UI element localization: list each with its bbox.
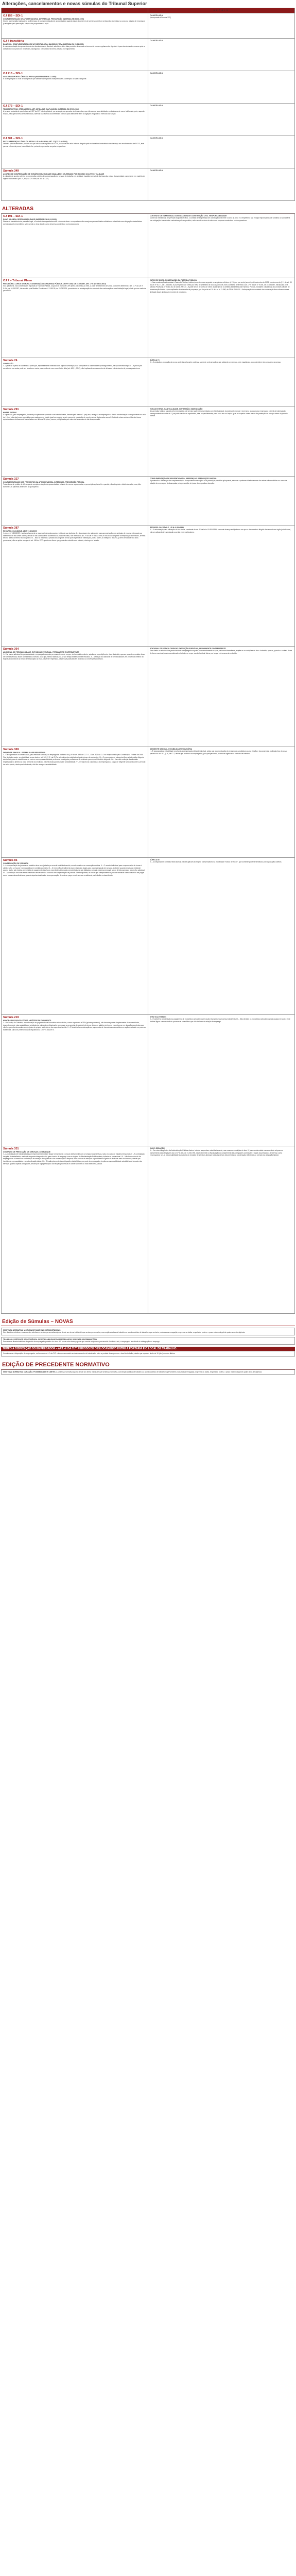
row-new-title: COMPLEMENTAÇÃO DE APOSENTADORIA. DIFERENÇAS. PRESCRIÇÃO PARCIAL: [150, 477, 217, 480]
table-header: [2, 8, 295, 13]
document-page: [1, 0, 295, 1375]
row-subtitle: RECURSO. FAC-SÍMILE. LEI Nº 9.800/1999: [3, 530, 37, 532]
row-text: I – Aplica-se a pena de confissão à parte que, expressamente intimada com aquela cominação, não comparecer à audiência em prosseguimento, na qual deveria depor. II – A prova pré-constituída nos autos pode ser levada em conta para confronto com a confissão ficta (art. 400, I, CPC), não implicando cerceamento de defesa o indeferimento de provas posteriores.: [3, 365, 143, 369]
row-title: Súmula 369: [3, 748, 19, 751]
row-title: OJ 301 – SDI-1: [3, 137, 23, 140]
new-sumula-title: TRABALHO. PORTADOR DE DEFICIÊNCIA. RESPONSABILIDADE DO EMPREGADOR. DISPENSA DISCRIMINATÓRIA: [3, 1338, 97, 1341]
altered-row: [2, 525, 295, 646]
row-subtitle: CONFISSÃO: [3, 362, 13, 365]
row-new-text: A pretensão a diferenças de complementação de aposentadoria sujeita-se à prescrição parcial e quinquenal, salvo se o pretenso direito decorrer de verbas não recebidas no curso da relação de emprego e já alcançadas pela prescrição, à época da propositura da ação.: [150, 480, 287, 484]
row-text: I – Faz jus ao adicional de periculosidade o empregado exposto permanentemente ou que, de forma intermitente, sujeita-se a condições de risco. Indevido, apenas, quando o contato dá-se de forma eventual, assim considerado o fortuito, ou o que, sendo habitual, dá-se por tempo extremamente reduzido. II – A fixação do adicional de periculosidade, em percentual inferior ao legal e proporcional ao tempo de exposição ao risco, deve ser respeitada, desde que pactuada em acordos ou convenções coletivos.: [3, 653, 145, 660]
altered-row: [2, 646, 295, 747]
row-subtitle: COMPLEMENTAÇÃO DOS PROVENTOS DA APOSENTADORIA. DIFERENÇA. PRESCRIÇÃO PARCIAL: [3, 481, 84, 483]
new-sumula-text: Nos dissídios coletivos e nos acordos coletivos, a sentença normativa vigora, desde seu termo inicial até que sentença normativa, convenção coletiva de trabalho ou acordo coletivo de trabalho superveniente produza sua revogação, expressa ou tácita, respeitado, porém, o prazo máximo legal de quatro anos de vigência.: [3, 1331, 246, 1334]
row-subtitle: ACORDO DE COMPENSAÇÃO DE HORÁRIO EM ATIVIDADE INSALUBRE, CELEBRADO POR ACORDO COLETIVO. VALIDADE: [3, 173, 105, 175]
altered-row: [2, 857, 295, 1014]
altered-row: [2, 406, 295, 476]
row-title: Súmula 219: [3, 1015, 19, 1019]
row-subtitle: DONO DA OBRA. RESPONSABILIDADE (INSERIDA EM 08.11.2000): [3, 218, 57, 221]
row-title: OJ 215 – SDI-1: [3, 72, 23, 75]
cancel-row: [2, 13, 295, 38]
row-new-title: JUROS DE MORA. CONDENAÇÃO DA FAZENDA PÚBLICA: [150, 279, 197, 281]
row-new-title: CONTRATO DE EMPREITADA. DONO DA OBRA DE CONSTRUÇÃO CIVIL. RESPONSABILIDADE: [150, 214, 227, 217]
new-sumulas-list: [1, 1328, 295, 1345]
altered-table: [1, 213, 295, 1314]
new-sumula-title: SENTENÇA NORMATIVA. VIGÊNCIA DE SUAS UNIP. CIRCUNSTÂNCIAS: [3, 1329, 61, 1331]
row-title: Súmula 331: [3, 1147, 19, 1150]
new-extra-text: Considera-se à disposição do empregador, na forma do art. 4º da CLT, o tempo necessário ao deslocamento do trabalhador entre a portaria da empresa e o local de trabalho, desde que supere o limite de 10 (dez) minutos diários.: [1, 1351, 295, 1357]
page-title: Alterações, cancelamentos e novas súmulas do Tribunal Superior: [2, 1, 147, 6]
altered-row: [2, 747, 295, 857]
altered-row: [2, 213, 295, 278]
row-subtitle: COMPLEMENTAÇÃO DE APOSENTADORIA. DIFERENÇAS. PRESCRIÇÃO (INSERIDA EM 26.03.1999): [3, 18, 84, 20]
row-title: OJ 191 – SDI-1: [3, 214, 23, 218]
row-new-text: V – As disposições contidas nesta súmula não se aplicam ao regime compensatório na modalidade "banco de horas", que somente pode ser instituído por negociação coletiva.: [150, 861, 282, 863]
row-status: CANCELADA: [150, 168, 163, 172]
altered-row: [2, 278, 295, 358]
row-text: A complementação de aposentadoria dos funcionários do Banrisul, admitidos até a data prevista, observará os termos da norma regulamentar vigente à época da admissão, mesmo após a adesão ao novo plano de benefícios, assegurado o recálculo na forma prevista no regulamento.: [3, 45, 145, 50]
row-subtitle: DIRIGENTE SINDICAL. ESTABILIDADE PROVISÓRIA: [3, 751, 46, 754]
altered-row: [2, 1014, 295, 1146]
row-text: Ocorre a prescrição total quanto a diferenças de complementação de aposentadoria quando estas decorrerem de pretenso direito a verbas não recebidas no curso da relação de emprego e já atingidas pela prescrição, à época da propositura da ação.: [3, 20, 146, 25]
row-title: Súmula 349: [3, 169, 19, 173]
row-new-text: IV – A autorização para utilização do fac-símile, constante do art. 1º da Lei nº 9.800/1999, somente alcança as hipóteses em que o documento é dirigido diretamente ao órgão jurisdicional, não se aplicando à transmissão ocorrida entre particulares.: [150, 529, 291, 533]
row-text: Tratando-se de pedido de diferença de complementação de aposentadoria oriunda de norma regulamentar, a prescrição aplicável é a parcial, não atingindo o direito de ação, mas, tão-somente, as parcelas anteriores ao quinquênio.: [3, 483, 142, 488]
row-subtitle: VALE-TRANSPORTE. ÔNUS DA PROVA (INSERIDA EM 08.11.2000): [3, 75, 57, 78]
row-new-text: I – É assegurada a estabilidade provisória ao empregado dirigente sindical, ainda que a comunicação do registro da candidatura ou da eleição e da posse seja realizada fora do prazo previsto no art. 543, § 5º, da CLT, desde que a ciência ao empregador, por qualquer meio, ocorra na vigência do contrato de trabalho.: [150, 750, 287, 755]
row-text: Diante da inexistência de previsão legal, o contrato de empreitada entre o dono da obra e o empreiteiro não enseja responsabilidade solidária ou subsidiária nas obrigações trabalhistas contraídas pelo empreiteiro, salvo sendo o dono da obra uma empresa construtora ou incorporadora.: [3, 221, 142, 225]
row-new-text: A supressão total ou parcial, pelo empregador, de serviço suplementar prestado com habitualidade, durante pelo menos 1 (um) ano, assegura ao empregado o direito à indenização correspondente ao valor de 1 (um) mês das horas suprimidas, total ou parcialmente, para cada ano ou fração igual ou superior a seis meses de prestação de serviço acima da jornada normal.: [150, 410, 288, 417]
altered-row: [2, 476, 295, 525]
row-title: Súmula 327: [3, 477, 19, 481]
row-status: CANCELADA: [150, 104, 163, 107]
row-subtitle: CONTRATO DE PRESTAÇÃO DE SERVIÇOS. LEGALIDADE: [3, 1150, 50, 1153]
row-text: A supressão, pelo empregador, do serviço suplementar prestado com habitualidade, durante pelo menos 1 (um) ano, assegura ao empregado o direito à indenização correspondente ao valor de 1 (um) mês das horas suprimidas para cada ano ou fração igual ou superior a seis meses de prestação de serviço acima da jornada normal. O cálculo observará a média das horas suplementares efetivamente trabalhadas nos últimos 12 (doze) meses, multiplicada pelo valor da hora extra do dia da supressão.: [3, 414, 146, 421]
row-subtitle: FGTS. DIFERENÇAS. ÔNUS DA PROVA. LEI Nº 8.036/90, ART. 17 (DJ 11.08.2003): [3, 140, 67, 143]
row-subtitle: HORAS EXTRAS: [3, 411, 17, 414]
row-new-text: Diante da inexistência de previsão legal específica, o contrato de empreitada de construção civil entre o dono da obra e o empreiteiro não enseja responsabilidade solidária ou subsidiária nas obrigações trabalhistas contraídas pelo empreiteiro, salvo sendo o dono da obra uma empresa construtora ou incorporadora.: [150, 217, 290, 222]
altered-row: [2, 1146, 295, 1313]
row-title: OJ 7 – Tribunal Pleno: [3, 279, 32, 282]
precedent-text: A sentença normativa vigora, desde seu termo inicial até que sentença normativa, convenção coletiva de trabalho ou acordo coletivo de trabalho superveniente produza sua revogação, expressa ou tácita, respeitado, porém, o prazo máximo legal de quatro anos de vigência.: [56, 1370, 262, 1373]
row-title: Súmula 85: [3, 858, 18, 862]
precedent-block: [1, 1369, 295, 1375]
row-text: Definido pelo reclamante o período no qual não houve depósito do FGTS, ou houve em valor inferior, alegada pela reclamada a inexistência de diferença nos recolhimentos de FGTS, atrai para si o ônus da prova, incumbindo-lhe, portanto, apresentar as guias respectivas.: [3, 143, 144, 147]
cancel-row: [2, 103, 295, 135]
row-subtitle: BANRISUL. COMPLEMENTAÇÃO DE APOSENTADORIA. BANRISULPREV (INSERIDA EM 20.04.2005): [3, 43, 84, 45]
row-subtitle: ADICIONAL DE PERICULOSIDADE. EXPOSIÇÃO EVENTUAL, PERMANENTE E INTERMITENTE: [3, 651, 79, 653]
row-new-text: III – A vedação à produção de prova posterior pela parte confessa somente a ela se aplica, não afetando o exercício, pelo magistrado, do poder/dever de conduzir o processo.: [150, 361, 281, 364]
row-text: A validade de acordo coletivo ou convenção coletiva de compensação de jornada de trabalho em atividade insalubre prescinde da inspeção prévia da autoridade competente em matéria de higiene do trabalho (art. 7º, XIII, da CF/1988; art. 60 da CLT).: [3, 175, 145, 180]
row-text: É do empregado o ônus de comprovar que satisfaz os requisitos indispensáveis à obtenção do vale-transporte.: [3, 78, 87, 80]
new-sumulas-heading: Edição de Súmulas – NOVAS: [1, 1316, 295, 1326]
row-new-title: HORAS EXTRAS. HABITUALIDADE. SUPRESSÃO. INDENIZAÇÃO: [150, 408, 203, 410]
cancel-row: [2, 135, 295, 168]
row-new-title: SÚMULA 85: [150, 858, 160, 861]
col-depois: DEPOIS: [148, 8, 295, 13]
new-extra-bar: TEMPO À DISPOSIÇÃO DO EMPREGADOR – ART. 4º DA CLT. PERÍODO DE DESLOCAMENTO ENTRE A PORTARIA E O LOCAL DE TRABALHO: [1, 1347, 295, 1351]
altered-row: [2, 358, 295, 406]
row-text: I – A compensação de jornada de trabalho deve ser ajustada por acordo individual escrito, acordo coletivo ou convenção coletiva. II – O acordo individual para compensação de horas é válido, salvo se houver norma coletiva em sentido contrário. III – O mero não atendimento das exigências legais para a compensação de jornada, inclusive quando encetada mediante acordo tácito, não implica a repetição do pagamento das horas excedentes à jornada normal diária, se não dilatada a jornada máxima semanal, sendo devido apenas o respectivo adicional. IV – A prestação de horas extras habituais descaracteriza o acordo de compensação de jornada. Nesta hipótese, as horas que ultrapassarem a jornada semanal normal deverão ser pagas como horas extraordinárias e, quanto àquelas destinadas à compensação, deverá ser pago a mais apenas o adicional por trabalho extraordinário.: [3, 865, 145, 876]
row-new-title: (ITEM II ALTERADO): [150, 1015, 166, 1018]
row-new-text: II – É cabível a condenação ao pagamento de honorários advocatícios em ação rescisória no processo trabalhista. III – São devidos os honorários advocatícios nas causas em que o ente sindical figure como substituto processual e nas lides que não derivem da relação de emprego.: [150, 1018, 290, 1023]
cancel-row: [2, 38, 295, 71]
row-subtitle: COMPENSAÇÃO DE JORNADA: [3, 862, 29, 865]
row-new-title: ADICIONAL DE PERICULOSIDADE. EXPOSIÇÃO EVENTUAL, PERMANENTE E INTERMITENTE: [150, 647, 226, 650]
row-title: OJ 4 transitória: [3, 39, 24, 43]
row-title: Súmula 74: [3, 359, 18, 362]
cancel-row: [2, 71, 295, 103]
row-text: I – Na Justiça do Trabalho, a condenação ao pagamento de honorários advocatícios, nunca superiores a 15% (quinze por cento), não decorre pura e simplesmente da sucumbência, devendo a parte estar assistida por sindicato da categoria profissional e comprovar a percepção de salário inferior ao dobro do salário mínimo ou encontrar-se em situação econômica que não lhe permita demandar sem prejuízo do próprio sustento ou da respectiva família. II – É incabível a condenação ao pagamento de honorários advocatícios em ação rescisória no processo trabalhista, salvo se preenchidos os requisitos da Lei nº 5.584/1970.: [3, 1022, 147, 1031]
cancel-table: [1, 8, 295, 201]
row-text: I – A Lei nº 9.800/1999 é aplicável somente a recursos interpostos após o início de sua vigência. II – A contagem do quinquídio para apresentação dos originais de recurso interposto por intermédio de fac-símile começa a fluir do dia subsequente ao término do prazo recursal, nos termos do art. 2º da Lei nº 9.800/1999, e não do dia seguinte à interposição do recurso, se esta se deu antes do termo final do prazo. III – Não se tratando a juntada dos originais de ato que dependa de notificação, pois a parte, ao interpor o recurso, já tem ciência de seu ônus processual, não se aplica a regra do art. 184 do CPC quanto ao dies a quo, podendo coincidir com sábado, domingo ou feriado.: [3, 532, 146, 541]
row-new-title: RECURSO. FAC-SÍMILE. LEI Nº 9.800/1999: [150, 526, 184, 529]
row-text: A jornada reduzida de que trata o art. 227 da CLT não é aplicável, por analogia, ao operador de televendas, que não exerce suas atividades exclusivamente como telefonista, pois, naquela função, não opera mesa de transmissão, fazendo uso apenas dos telefones comuns para atender e fazer as ligações exigidas no exercício da função.: [3, 110, 145, 115]
row-status-note: (incorporada à Súmula 327): [150, 16, 171, 19]
row-new-text: Tem direito ao adicional de periculosidade o empregado exposto permanentemente ou que, de forma intermitente, sujeita-se a condições de risco. Indevido, apenas, quando o contato dá-se de forma eventual, assim considerado o fortuito, ou o que, sendo habitual, dá-se por tempo extremamente reduzido.: [150, 650, 292, 654]
precedent-title: SENTENÇA NORMATIVA. DURAÇÃO. POSSIBILIDADE E LIMITES.: [3, 1370, 56, 1373]
row-subtitle: PRECATÓRIO. JUROS DE MORA. CONDENAÇÃO DA FAZENDA PÚBLICA. LEI Nº 9.494, DE 10.09.1997, ART. 1º-F (DJ 25.04.2007): [3, 282, 107, 285]
precedent-heading: EDIÇÃO DE PRECEDENTE NORMATIVO: [1, 1359, 295, 1369]
row-new-text: I – Nas condenações impostas à Fazenda Pública, incidem juros de mora segundo os seguintes critérios: a) 1% (um por cento) ao mês, até setembro de 2001, nos termos do § 1º do art. 39 da Lei nº 8.177, de 1.03.1991; b) 0,5% (meio por cento) ao mês, de setembro de 2001 a junho de 2009, conforme determina o art. 1º-F da Lei nº 9.494, de 10.09.1997, introduzido pela Medida Provisória nº 2.180-35, de 24.08.2001; II – A partir de 30 de junho de 2009, atualizam-se os débitos trabalhistas da Fazenda Pública, mediante a incidência dos índices oficiais de remuneração básica e juros aplicados à caderneta de poupança, por força do art. 5º da Lei nº 11.960, de 29.06.2009. III – A adequação do montante da condenação deve observar essa limitação legal, ainda que em sede de precatório.: [150, 281, 292, 293]
altered-heading: ALTERADAS: [1, 203, 295, 213]
col-antes: ANTES: [2, 8, 148, 13]
row-subtitle: HONORÁRIOS ADVOCATÍCIOS. HIPÓTESE DE CABIMENTO: [3, 1019, 51, 1022]
row-text: I – A contratação de trabalhadores por empresa interposta é ilegal, formando-se o vínculo diretamente com o tomador dos serviços, salvo no caso de trabalho temporário. II – A contratação irregular de trabalhador, mediante empresa interposta, não gera vínculo de emprego com os órgãos da Administração Pública direta, indireta ou fundacional. III – Não forma vínculo de emprego com o tomador a contratação de serviços de vigilância e de conservação e limpeza, bem como a de serviços especializados ligados à atividade-meio do tomador, desde que inexistente a pessoalidade e a subordinação direta. IV – O inadimplemento das obrigações trabalhistas, por parte do empregador, implica a responsabilidade subsidiária do tomador dos serviços quanto àquelas obrigações, desde que haja participado da relação processual e conste também do título executivo judicial.: [3, 1153, 145, 1165]
row-new-title: (NOVO REDAÇÃO): [150, 1147, 165, 1149]
row-title: Súmula 291: [3, 408, 19, 411]
row-text: I – É indispensável a comunicação, pela entidade sindical, ao empregador, na forma do § 5º do art. 543 da CLT. II – O art. 522 da CLT foi recepcionado pela Constituição Federal de 1988. Fica limitada, assim, a estabilidade a que alude o art. 543, § 3º, da CLT a sete dirigentes sindicais e igual número de suplentes. III – O empregado de categoria diferenciada eleito dirigente sindical só goza de estabilidade se exercer na empresa atividade pertinente à categoria profissional do sindicato para o qual foi eleito dirigente. IV – Havendo extinção da atividade empresarial no âmbito da base territorial do sindicato, não há razão para subsistir a estabilidade. V – O registro da candidatura do empregado a cargo de dirigente sindical durante o período de aviso prévio, ainda que indenizado, não lhe assegura a estabilidade.: [3, 754, 146, 766]
row-title: OJ 156 – SDI-1: [3, 14, 23, 18]
new-sumula-item: [1, 1328, 295, 1335]
new-sumula-text: Presume-se discriminatória a despedida de empregado portador do vírus HIV ou de outra doença grave que suscite estigma ou preconceito. Inválido o ato, o empregado tem direito à reintegração no emprego.: [3, 1341, 160, 1343]
row-subtitle: TELEMARKETING. OPERADORES. ART. 227 DA CLT. INAPLICÁVEL (INSERIDA EM 27.09.2002): [3, 108, 79, 110]
row-status: CANCELADA: [150, 71, 163, 74]
new-sumula-item: [1, 1337, 295, 1345]
row-status: CANCELADA: [150, 136, 163, 139]
row-new-title: DIRIGENTE SINDICAL. ESTABILIDADE PROVISÓRIA: [150, 748, 193, 750]
row-status: CANCELADA: [150, 39, 163, 42]
row-text: São aplicáveis, nas condenações impostas à Fazenda Pública, os juros de mora de 0,5% (meio por cento) ao mês, a partir de setembro de 2001, conforme determina o art. 1º-F da Lei nº 9.494, de 10.09.1997, introduzido pela Medida Provisória nº 2.180-35, de 24.08.2001, procedendo-se a adequação do montante da condenação a essa limitação legal, ainda que em sede de precatório.: [3, 285, 146, 292]
row-status: CANCELADA: [150, 13, 163, 16]
row-title: Súmula 387: [3, 526, 19, 530]
cancel-row: [2, 168, 295, 200]
row-title: OJ 273 – SDI-1: [3, 104, 23, 108]
row-title: Súmula 364: [3, 647, 19, 651]
row-new-title: SÚMULA 74: [150, 359, 160, 361]
row-new-text: V – Os entes integrantes da Administração Pública direta e indireta respondem subsidiariamente, nas mesmas condições do item IV, caso evidenciada a sua conduta culposa no cumprimento das obrigações da Lei nº 8.666, de 21.06.1993, especialmente na fiscalização do cumprimento das obrigações contratuais e legais da prestadora de serviço como empregadora. VI – A responsabilidade subsidiária do tomador de serviços abrange todas as verbas decorrentes da condenação referentes ao período da prestação laboral.: [150, 1149, 283, 1157]
